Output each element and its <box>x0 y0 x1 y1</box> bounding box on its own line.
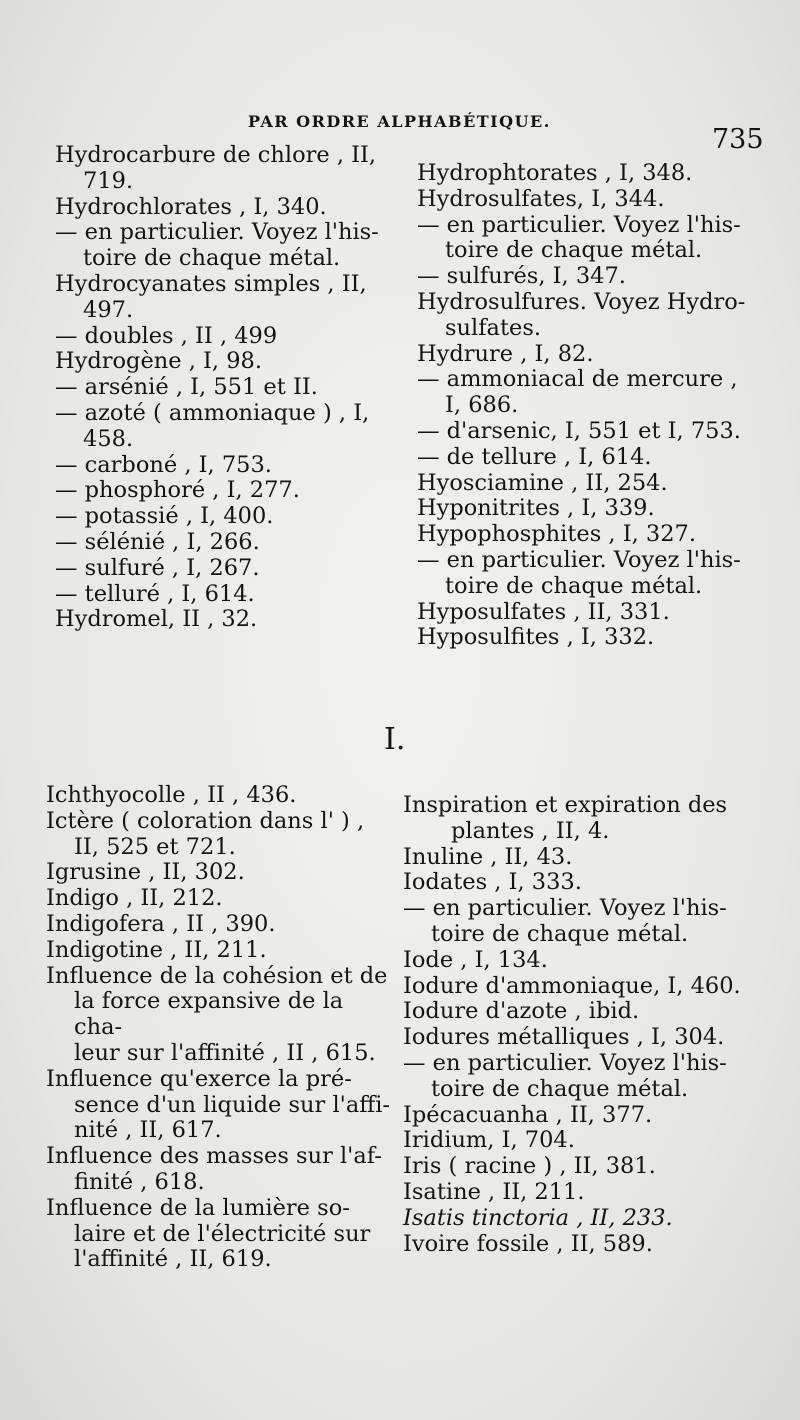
index-line: laire et de l'électricité sur <box>74 1220 371 1247</box>
index-line: — en particulier. Voyez l'his- <box>55 219 379 246</box>
index-line: Influence qu'exerce la pré- <box>46 1065 352 1092</box>
index-line: Hydrogène , I, 98. <box>55 348 262 375</box>
index-line: 458. <box>83 425 134 452</box>
index-line: Hydrure , I, 82. <box>417 340 594 367</box>
index-line: Ipécacuanha , II, 377. <box>403 1101 653 1128</box>
index-line: — carboné , I, 753. <box>55 451 272 478</box>
index-column-top-left <box>55 143 400 633</box>
index-line: Isatine , II, 211. <box>403 1178 585 1205</box>
index-line: toire de chaque métal. <box>445 237 703 264</box>
index-line: la force expansive de la cha- <box>74 988 344 1041</box>
index-line: toire de chaque métal. <box>445 572 703 599</box>
index-line: Indigo , II, 212. <box>46 885 223 912</box>
index-line: Ichthyocolle , II , 436. <box>46 782 297 808</box>
index-line: — telluré , I, 614. <box>55 580 255 607</box>
index-line: toire de chaque métal. <box>431 1075 689 1102</box>
index-line: Hydrosulfures. Voyez Hydro- <box>417 288 746 315</box>
index-line: Ivoire fossile , II, 589. <box>403 1230 653 1257</box>
running-title: PAR ORDRE ALPHABÉTIQUE. <box>248 112 551 131</box>
index-column-bottom-right <box>403 793 758 1257</box>
index-column-top-right <box>417 161 762 651</box>
index-line: — d'arsenic, I, 551 et I, 753. <box>417 417 741 444</box>
index-line: Indigotine , II, 211. <box>46 936 267 963</box>
index-line: Hydromel, II , 32. <box>55 606 258 633</box>
section-letter: I. <box>384 722 406 757</box>
index-line: Influence des masses sur l'af- <box>46 1143 382 1170</box>
index-line: — en particulier. Voyez l'his- <box>403 1049 727 1076</box>
index-line: Hydrocyanates simples , II, <box>55 270 367 297</box>
index-line: finité , 618. <box>74 1168 205 1195</box>
index-line: Hyponitrites , I, 339. <box>417 495 655 522</box>
index-line: — ammoniacal de mercure , <box>417 366 738 393</box>
index-line: I, 686. <box>445 392 519 419</box>
index-line: Iodure d'azote , ibid. <box>403 998 640 1025</box>
index-line: Ictère ( coloration dans l' ) , <box>46 807 365 834</box>
index-line: Influence de la cohésion et de <box>46 962 388 989</box>
index-line: — arsénié , I, 551 et II. <box>55 374 318 401</box>
index-line: Igrusine , II, 302. <box>46 859 245 886</box>
index-line: nité , II, 617. <box>74 1117 222 1144</box>
index-line: Hydrocarbure de chlore , II, <box>55 142 377 168</box>
index-line: Indigofera , II , 390. <box>46 910 276 937</box>
index-line: Iris ( racine ) , II, 381. <box>403 1153 656 1180</box>
index-line: Hydrophtorates , I, 348. <box>417 160 693 186</box>
index-line: — de tellure , I, 614. <box>417 443 652 470</box>
index-line: sulfates. <box>445 314 542 341</box>
index-line: — sélénié , I, 266. <box>55 528 260 555</box>
index-line: — en particulier. Voyez l'his- <box>417 546 741 573</box>
index-line: — en particulier. Voyez l'his- <box>403 895 727 922</box>
index-line: toire de chaque métal. <box>83 245 341 272</box>
page-number: 735 <box>712 124 764 155</box>
index-line: 497. <box>83 296 134 323</box>
index-line: l'affinité , II, 619. <box>74 1246 272 1273</box>
index-line: Iodures métalliques , I, 304. <box>403 1024 725 1051</box>
index-line: Iridium, I, 704. <box>403 1127 575 1154</box>
index-line: Hyposulfites , I, 332. <box>417 624 655 651</box>
index-line: Hyposulfates , II, 331. <box>417 598 670 625</box>
index-line: Isatis tinctoria , II, 233. <box>403 1204 673 1231</box>
index-line: Iodure d'ammoniaque, I, 460. <box>403 972 741 999</box>
index-line: 719. <box>83 167 134 194</box>
index-line: sence d'un liquide sur l'affi- <box>74 1091 391 1118</box>
index-line: leur sur l'affinité , II , 615. <box>74 1039 376 1066</box>
index-line: Hydrosulfates, I, 344. <box>417 185 665 212</box>
index-line: Inuline , II, 43. <box>403 843 573 870</box>
index-line: Hypophosphites , I, 327. <box>417 521 697 548</box>
index-line: Iodates , I, 333. <box>403 869 582 896</box>
index-line: Hyosciamine , II, 254. <box>417 469 668 496</box>
index-line: Hydrochlorates , I, 340. <box>55 193 327 220</box>
index-column-bottom-left <box>46 783 391 1273</box>
index-line: — sulfuré , I, 267. <box>55 554 260 581</box>
index-line: Influence de la lumière so- <box>46 1194 350 1221</box>
index-line: — azoté ( ammoniaque ) , I, <box>55 399 370 426</box>
index-line: toire de chaque métal. <box>431 920 689 947</box>
index-line: Iode , I, 134. <box>403 946 548 973</box>
index-line: — potassié , I, 400. <box>55 503 274 530</box>
index-line: — sulfurés, I, 347. <box>417 263 626 290</box>
index-line: II, 525 et 721. <box>74 833 236 860</box>
index-line: — phosphoré , I, 277. <box>55 477 300 504</box>
index-line: — doubles , II , 499 <box>55 322 278 349</box>
index-line: — en particulier. Voyez l'his- <box>417 211 741 238</box>
index-line: Inspiration et expiration des <box>403 792 728 818</box>
index-line: plantes , II, 4. <box>451 817 610 844</box>
